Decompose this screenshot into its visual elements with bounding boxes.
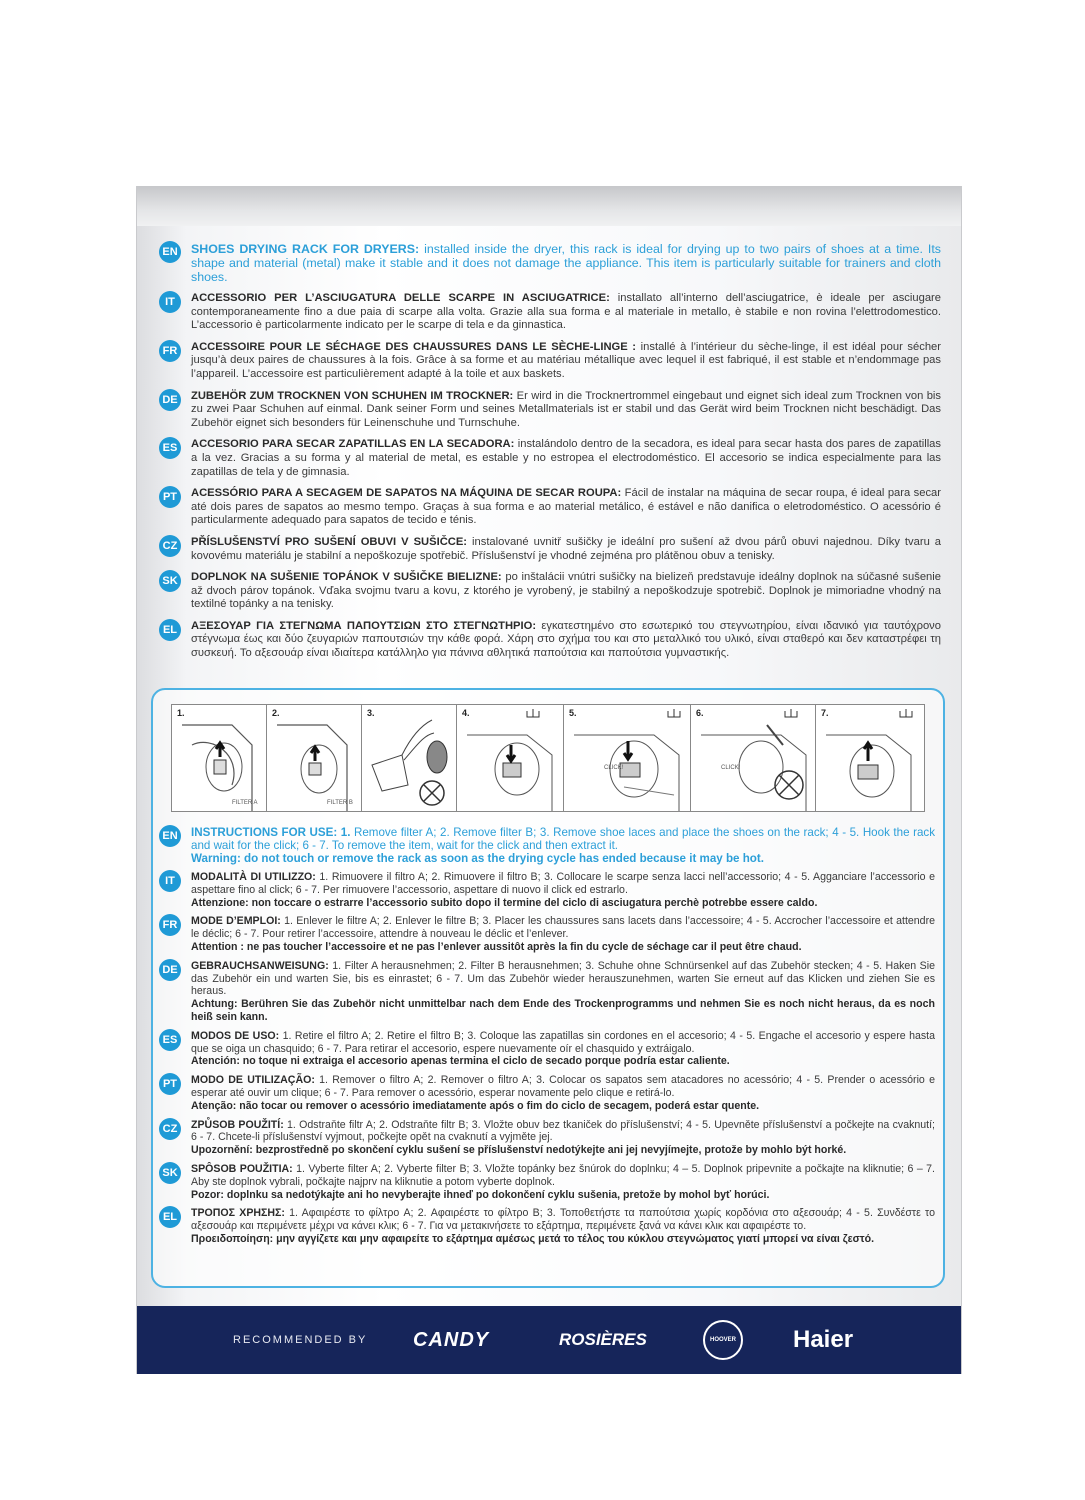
lang-badge: SK [159, 570, 181, 592]
shoe-laces-icon [362, 705, 456, 811]
instructions-panel [151, 688, 945, 1288]
step-4 [457, 705, 564, 811]
step-6 [691, 705, 816, 811]
desc-row-es [159, 438, 941, 479]
haier-logo: Haier [793, 1326, 854, 1353]
step-7 [816, 705, 920, 811]
desc-body: instalované uvnitř sušičky je ideální pro sušení až dvou párů obuvi najednou. Díky tvaru a kovovému materiálu je stabilní a nepoškozuje spotřebič. Příslušenství je vhodné zejména pro plátěnou obuv a tenisky. [191, 535, 942, 562]
instr-row-en [159, 826, 935, 865]
instr-warning: Pozor: doplnku sa nedotýkajte ani ho nevyberajte ihneď po dokončení cyklu sušenia, pretože by mohol byť horúci. [191, 1188, 770, 1201]
instr-row-es [159, 1030, 935, 1068]
instr-row-cz [159, 1119, 935, 1157]
hoover-logo: HOOVER [703, 1320, 743, 1360]
step-1 [172, 705, 267, 811]
desc-body: po inštalácii vnútri sušičky na bielizeň predstavuje ideálny doplnok na súčasné sušenie až dvoch párov topánok. Vďaka svojmu tvaru a kovu, z ktorého je vyrobený, je stabilný a nepoškodzuje spotrebič. Doplnok je mimoriadne vhodný na textilné topánky a na tenisky. [191, 571, 941, 611]
desc-row-fr [159, 341, 941, 382]
instr-warning: Attention : ne pas toucher l’accessoire et ne pas l’enlever aussitôt après la fin du cycle de séchage car il peut être chaud. [191, 940, 802, 953]
instr-title: ΤΡΟΠΟΣ ΧΡΗΣΗΣ: [191, 1207, 285, 1220]
lang-badge: PT [159, 486, 181, 508]
instr-title: MODALITÀ DI UTILIZZO: [191, 871, 316, 883]
desc-row-el [159, 620, 941, 661]
candy-logo: CANDY [413, 1328, 490, 1351]
instr-warning: Attenzione: non toccare o estrarre l’accessorio subito dopo il termine del ciclo di asciugatura perchè potrebbe essere caldo. [191, 896, 818, 909]
desc-row-de [159, 390, 941, 431]
instr-body: 1. Enlever le filtre A; 2. Enlever le filtre B; 3. Placer les chaussures sans lacets dans l’accessoire; 4 - 5. Accrocher l’accessoire et attendre le déclic; 6 - 7. Pour retirer l’accessoire, attendre à nouveau le déclic et l’enlever. [191, 915, 935, 941]
desc-body: instalándolo dentro de la secadora, es ideal para secar hasta dos pares de zapatillas a la vez. Gracias a su forma y al material de metal, es estable y no estropea el electrodoméstico. El accesorio se indica especialmente para las zapatillas de tela y de gimnasia. [191, 438, 941, 478]
step-number: 5. [569, 708, 577, 718]
desc-body: installé à l’intérieur du sèche-linge, il est idéal pour sécher jusqu’à deux paires de chaussures à la fois. Grâce à sa forme et au matériau métallique avec lequel il est fabriqué, il est stable et n’endommage pas l’appareil. L’accessoire est particulièrement adapté à la toile et aux baskets. [191, 340, 941, 380]
rack-hook-icon [457, 705, 563, 811]
instr-row-sk [159, 1163, 935, 1201]
instr-body: 1. Retire el filtro A; 2. Retire el filtro B; 3. Coloque las zapatillas sin cordones en el accesorio; 4 - 5. Engache el accesorio y espere hasta que se oiga un chasquido; 6 - 7. Para retirar el accesorio, espere nuevamente oír el chasquido y extráigalo. [191, 1029, 935, 1055]
desc-title: ACCESORIO PARA SECAR ZAPATILLAS EN LA SECADORA: [191, 438, 515, 451]
desc-body: installato all’interno dell’asciugatrice, è ideale per asciugare contemporaneamente fino a due paia di scarpe alla volta. Grazie alla sua forma e al materiale in metallo, è stabile e non rovina l’elettrodomestico. L’accessorio è particolarmente indicato per le scarpe di tela e da ginnastica. [191, 292, 942, 332]
desc-row-pt [159, 487, 941, 528]
instr-row-it [159, 871, 935, 909]
step-5 [564, 705, 691, 811]
instr-title: MODE D’EMPLOI: [191, 915, 281, 928]
instr-title: MODO DE UTILIZAÇÃO: [191, 1074, 315, 1087]
rack-click-icon [564, 705, 690, 811]
lang-badge: EL [159, 1206, 181, 1228]
step-caption: CLICK! [604, 765, 624, 771]
desc-title: SHOES DRYING RACK FOR DRYERS: [191, 242, 420, 256]
lang-badge: EN [159, 825, 181, 847]
desc-body: εγκατεστημένο στο εσωτερικό του στεγνωτηρίου, είναι ιδανικό για ταυτόχρονο στέγνωμα έως και δύο ζευγαριών παπουτσιών την κάθε φορά. Χάρη στο σχήμα του και στο μεταλλικό του υλικό, είναι σταθερό και δεν καταστρέφει τη συσκευή. Το αξεσουάρ είναι ιδιαίτερα κατάλληλο για πάνινα αθλητικά παπούτσια και παπούτσια γυμναστικής. [191, 619, 941, 660]
desc-row-cz [159, 536, 941, 563]
dryer-filter-icon [267, 705, 361, 811]
lang-badge: EL [159, 619, 181, 641]
desc-body: installed inside the dryer, this rack is ideal for drying up to two pairs of shoes at a time. Its shape and material (metal) make it stable and it does not damage the appliance. This item is particularly suitable for trainers and cloth shoes. [191, 242, 941, 284]
instr-row-de [159, 960, 935, 1024]
desc-row-it [159, 292, 941, 333]
instr-title: SPÔSOB POUŽITIA: [191, 1162, 293, 1175]
instructions-list [159, 826, 935, 1252]
desc-title: ZUBEHÖR ZUM TROCKNEN VON SCHUHEN IM TROCKNER: [191, 389, 514, 402]
lang-badge: FR [159, 914, 181, 936]
step-number: 6. [696, 708, 704, 718]
lang-badge: EN [159, 241, 181, 263]
desc-row-en [159, 242, 941, 284]
instr-warning: Upozornění: bezprostředně po skončení cyklu sušení se příslušenství nedotýkejte ani jej nevyjímejte, protože by mohlo být horké. [191, 1144, 847, 1157]
step-caption: CLICK! [721, 765, 741, 771]
lang-badge: IT [159, 870, 181, 892]
desc-body: Er wird in die Trocknertrommel eingebaut und eignet sich ideal zum Trocknen von bis zu zwei Paar Schuhen auf einmal. Dank seiner Form und seines Metallmaterials ist er stabil und das Gerät wird beim Trocknen nicht beschädigt. Das Zubehör eignet sich besonders für Leinenschuhe und Turnschuhe. [191, 389, 941, 429]
instr-warning: Warning: do not touch or remove the rack as soon as the drying cycle has ended because it may be hot. [191, 852, 764, 865]
instr-body: Remove filter A; 2. Remove filter B; 3. Remove shoe laces and place the shoes on the rack; 4 - 5. Hook the rack and wait for the click; 6 - 7. To remove the item, wait for the click and then extract it. [191, 826, 935, 852]
lang-badge: CZ [159, 1118, 181, 1140]
instr-title: ZPŮSOB POUŽITÍ: [191, 1118, 284, 1131]
desc-title: PŘÍSLUŠENSTVÍ PRO SUŠENÍ OBUVI V SUŠIČCE: [191, 535, 468, 548]
steps-illustration [171, 704, 925, 812]
lang-badge: DE [159, 389, 181, 411]
recommended-by-label: RECOMMENDED BY [233, 1334, 368, 1346]
instr-title: GEBRAUCHSANWEISUNG: [191, 959, 329, 972]
rack-remove-icon [691, 705, 815, 811]
step-caption: FILTER B [327, 800, 353, 806]
desc-row-sk [159, 571, 941, 612]
step-2 [267, 705, 362, 811]
instr-warning: Atención: no toque ni extraiga el accesorio apenas termina el ciclo de secado porque podría estar caliente. [191, 1055, 730, 1068]
rosieres-logo: ROSIÈRES [559, 1330, 647, 1349]
desc-title: ACCESSORIO PER L’ASCIUGATURA DELLE SCARPE IN ASCIUGATRICE: [191, 292, 610, 304]
lang-badge: ES [159, 437, 181, 459]
instr-warning: Προειδοποίηση: μην αγγίζετε και μην αφαιρείτε το εξάρτημα αμέσως μετά το τέλος του κύκλου στεγνώματος γιατί μπορεί να είναι ζεστό. [191, 1232, 875, 1245]
lang-badge: CZ [159, 535, 181, 557]
desc-title: ΑΞΕΣΟΥΑΡ ΓΙΑ ΣΤΕΓΝΩΜΑ ΠΑΠΟΥΤΣΙΩΝ ΣΤΟ ΣΤΕΓΝΩΤΗΡΙΟ: [191, 619, 537, 632]
lang-badge: IT [159, 291, 181, 313]
step-number: 7. [821, 708, 829, 718]
dryer-filter-icon [172, 705, 266, 811]
instr-title: MODOS DE USO: [191, 1029, 280, 1042]
instr-body: 1. Rimuovere il filtro A; 2. Rimuovere il filtro B; 3. Collocare le scarpe senza lacci nell’accessorio; 4 - 5. Agganciare l’accessorio e aspettare fino al click; 6 - 7. Per rimuovere l’accessorio, aspettare di nuovo il click ed estrarlo. [191, 871, 935, 896]
step-number: 2. [272, 708, 280, 718]
product-box [136, 186, 962, 1374]
instr-body: 1. Odstraňte filtr A; 2. Odstraňte filtr B; 3. Vložte obuv bez tkaniček do příslušenství; 4 - 5. Upevněte příslušenství a počkejte na cvaknutí; 6 - 7. Chcete-li příslušenství vyjmout, počkejte opět na cvaknutí a vyjměte jej. [191, 1118, 935, 1144]
rack-extract-icon [816, 705, 920, 811]
lang-badge: PT [159, 1073, 181, 1095]
instr-body: 1. Αφαιρέστε το φίλτρο A; 2. Αφαιρέστε το φίλτρο B; 3. Τοποθετήστε τα παπούτσια χωρίς κορδόνια στο αξεσουάρ; 4 - 5. Συνδέστε το αξεσουάρ και περιμένετε μέχρι να κάνει κλικ; 6 - 7. Για να μετακινήσετε το εξάρτημα, περιμένετε ξανά να κάνει κλικ και αφαιρέστε το. [191, 1207, 935, 1233]
description-section [159, 242, 941, 669]
instr-warning: Achtung: Berühren Sie das Zubehör nicht unmittelbar nach dem Ende des Trockenprogramms und nehmen Sie es noch nicht heraus, da es noch heiß sein kann. [191, 998, 935, 1023]
lang-badge: ES [159, 1029, 181, 1051]
instr-row-pt [159, 1074, 935, 1112]
lang-badge: DE [159, 959, 181, 981]
desc-title: ACESSÓRIO PARA A SECAGEM DE SAPATOS NA MÁQUINA DE SECAR ROUPA: [191, 487, 622, 500]
lang-badge: FR [159, 340, 181, 362]
instr-body: 1. Vyberte filter A; 2. Vyberte filter B; 3. Vložte topánky bez šnúrok do doplnku; 4 – 5. Doplnok pripevnite a počkajte na kliknutie; 6 – 7. Aby ste doplnok vybrali, počkajte najprv na kliknutie a potom vyberte doplnok. [191, 1162, 935, 1188]
instr-warning: Atenção: não tocar ou remover o acessório imediatamente após o fim do ciclo de secagem, poderá estar quente. [191, 1099, 760, 1112]
instr-row-el [159, 1207, 935, 1245]
step-caption: FILTER A [232, 800, 258, 806]
brand-footer [137, 1306, 961, 1374]
step-3 [362, 705, 457, 811]
desc-body: Fácil de instalar na máquina de secar roupa, é ideal para secar até dois pares de sapatos ao mesmo tempo. Graças à sua forma e ao material metálico, é estável e não danifica o eletrodoméstico. O acessório é particularmente adequado para sapatos de tecido e ténis. [191, 487, 942, 527]
desc-title: ACCESSOIRE POUR LE SÉCHAGE DES CHAUSSURES DANS LE SÈCHE-LINGE : [191, 340, 637, 353]
instr-body: 1. Filter A herausnehmen; 2. Filter B herausnehmen; 3. Schuhe ohne Schnürsenkel auf das Zubehör stecken; 4 - 5. Haken Sie das Zubehör ein und warten Sie, bis es einrastet; 6 - 7. Um das Zubehör wieder herauszunehmen, warten Sie erneut auf das Klicken und ziehen Sie es heraus. [191, 959, 935, 998]
box-top-edge [137, 186, 961, 226]
lang-badge: SK [159, 1162, 181, 1184]
instr-row-fr [159, 915, 935, 953]
step-number: 4. [462, 708, 470, 718]
instr-body: 1. Remover o filtro A; 2. Remover o filtro A; 3. Colocar os sapatos sem atacadores no acessório; 4 - 5. Prender o acessório e esperar até ouvir um clique; 6 - 7. Para remover o acessório, esperar novamente pelo clique e retirá-lo. [191, 1074, 935, 1099]
step-number: 3. [367, 708, 375, 718]
desc-title: DOPLNOK NA SUŠENIE TOPÁNOK V SUŠIČKE BIELIZNE: [191, 571, 502, 584]
instr-title: INSTRUCTIONS FOR USE: 1. [191, 826, 351, 839]
step-number: 1. [177, 708, 185, 718]
